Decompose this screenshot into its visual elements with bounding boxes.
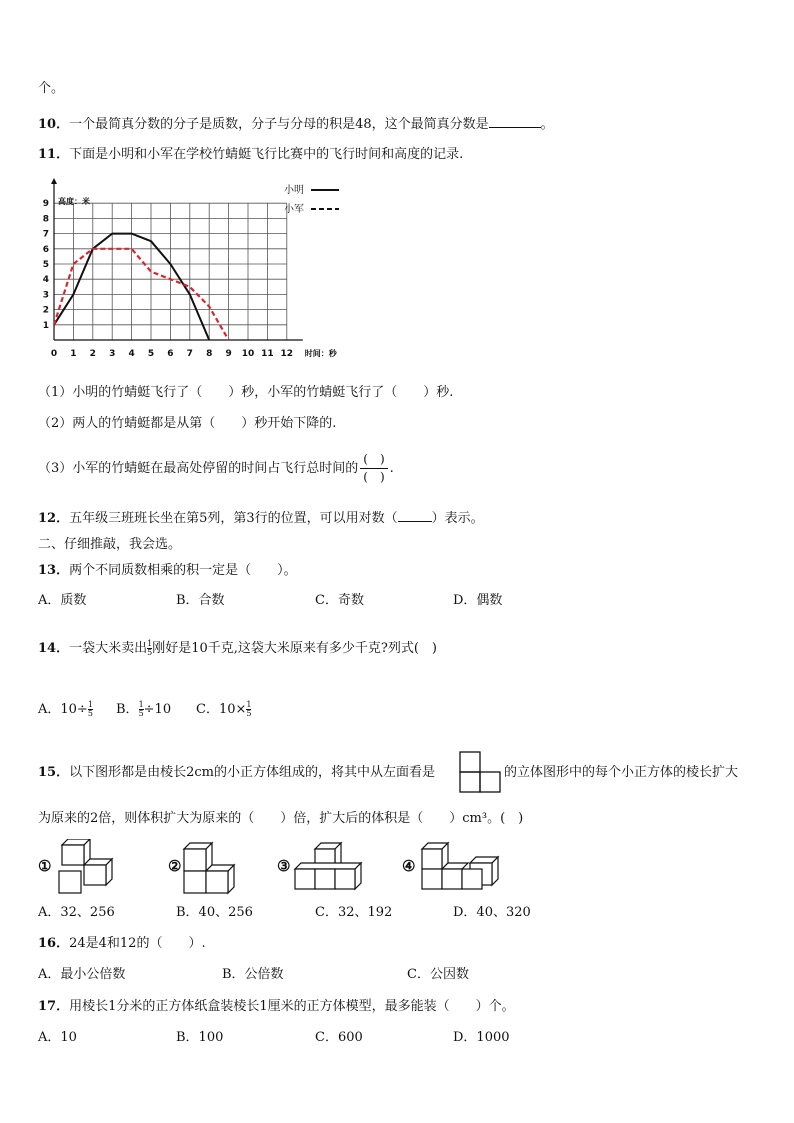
x-tick-label: 5 xyxy=(147,349,155,359)
y-axis-label: 高度：米 xyxy=(58,197,90,206)
figure-3-cubes[interactable] xyxy=(293,839,363,897)
option-a[interactable]: A．10 xyxy=(38,1030,77,1045)
question-number: 15． xyxy=(38,765,70,780)
question-text-end: 刚好是10千克,这袋大米原来有多少千克?列式( ) xyxy=(152,641,437,656)
question-16 xyxy=(38,935,206,953)
option-c[interactable]: C．600 xyxy=(315,1030,363,1045)
page-fragment-text: 个。 xyxy=(38,81,65,96)
x-tick-label: 11 xyxy=(261,349,274,359)
y-tick-label: 1 xyxy=(42,320,49,331)
option-b[interactable]: B． $\frac{1}{5}$ ÷10 xyxy=(116,700,172,718)
y-tick-label: 2 xyxy=(42,305,49,316)
x-tick-label: 8 xyxy=(206,349,213,359)
x-tick-label: 3 xyxy=(109,349,116,359)
option-a[interactable]: A．最小公倍数 xyxy=(38,967,126,982)
x-tick-label: 1 xyxy=(70,349,77,359)
question-text-end: 。 xyxy=(540,117,554,132)
left-view-figure xyxy=(459,751,503,793)
option-d[interactable]: D．偶数 xyxy=(453,593,503,608)
question-number: 16． xyxy=(38,936,70,951)
question-number: 13． xyxy=(38,563,70,578)
fraction-numerator[interactable]: ( ) xyxy=(360,451,387,469)
answer-blank[interactable] xyxy=(489,115,541,128)
flight-height-chart xyxy=(38,176,348,371)
x-tick-label: 9 xyxy=(225,349,232,359)
question-text: 五年级三班班长坐在第5列，第3行的位置，可以用对数（ xyxy=(69,511,398,526)
y-tick-label: 9 xyxy=(42,199,49,210)
question-number: 17． xyxy=(38,999,70,1014)
option-c[interactable]: C．奇数 xyxy=(315,593,364,608)
figure-label-4: ④ xyxy=(402,857,416,875)
question-11 xyxy=(38,146,463,164)
fraction-answer[interactable] xyxy=(360,451,387,486)
y-axis-arrow xyxy=(51,178,57,184)
figure-label-2: ② xyxy=(168,857,182,875)
option-c[interactable]: C．32、192 xyxy=(315,905,393,920)
option-b[interactable]: B．100 xyxy=(176,1030,224,1045)
y-tick-label: 5 xyxy=(42,260,49,270)
option-c[interactable]: C．公因数 xyxy=(407,967,469,982)
x-tick-label: 4 xyxy=(128,349,135,359)
figure-1-cubes[interactable] xyxy=(56,839,116,897)
question-text: （3）小军的竹蜻蜓在最高处停留的时间占飞行总时间的 xyxy=(38,461,359,476)
figure-2-cubes[interactable] xyxy=(182,839,242,897)
question-text: 用棱长1分米的正方体纸盒装棱长1厘米的正方体模型，最多能装（ ）个。 xyxy=(69,999,515,1014)
question-11-sub1: （1）小明的竹蜻蜓飞行了（ ）秒，小军的竹蜻蜓飞行了（ ）秒. xyxy=(38,385,454,400)
question-text: 24是4和12的（ ）. xyxy=(69,936,206,951)
question-12 xyxy=(38,509,484,528)
question-text: 以下图形都是由棱长2cm的小正方体组成的，将其中从左面看是 xyxy=(69,765,435,780)
legend-label: 小明 xyxy=(284,185,304,196)
option-a[interactable]: A．质数 xyxy=(38,593,87,608)
x-tick-label: 2 xyxy=(89,349,96,359)
figure-label-1: ① xyxy=(38,857,52,875)
option-b[interactable]: B．公倍数 xyxy=(222,967,284,982)
fraction-one-fifth: $\frac{1}{5}$ xyxy=(87,700,93,718)
question-text: 下面是小明和小军在学校竹蜻蜓飞行比赛中的飞行时间和高度的记录. xyxy=(69,147,464,162)
question-14 xyxy=(38,638,437,660)
question-text: 一袋大米卖出 xyxy=(69,641,148,656)
x-tick-label: 7 xyxy=(186,349,193,359)
question-text: 两个不同质数相乘的积一定是（ ）。 xyxy=(69,563,297,578)
answer-blank[interactable] xyxy=(398,509,432,522)
y-tick-label: 6 xyxy=(42,244,49,255)
figure-4-cubes[interactable] xyxy=(418,839,502,897)
question-number: 10． xyxy=(38,117,70,132)
option-b[interactable]: B．合数 xyxy=(176,593,225,608)
question-number: 14． xyxy=(38,641,70,656)
question-15-text-b: 的立体图形中的每个小正方体的棱长扩大 xyxy=(504,765,739,780)
x-tick-label: 6 xyxy=(167,349,174,359)
question-11-sub3 xyxy=(38,450,394,488)
x-axis-label: 时间：秒 xyxy=(304,349,337,358)
y-tick-label: 3 xyxy=(42,290,49,301)
option-b[interactable]: B．40、256 xyxy=(176,905,253,920)
fraction-one-fifth: $\frac{1}{5}$ xyxy=(246,700,252,718)
fraction-denominator[interactable]: ( ) xyxy=(363,470,385,484)
y-tick-label: 4 xyxy=(42,275,49,286)
x-tick-label: 0 xyxy=(50,349,58,359)
question-text-end: ）表示。 xyxy=(431,511,484,526)
y-tick-label: 7 xyxy=(42,229,49,240)
figure-label-3: ③ xyxy=(277,857,291,875)
question-number: 12． xyxy=(38,511,70,526)
question-13 xyxy=(38,562,297,580)
question-text-end: . xyxy=(389,461,394,476)
fraction-one-fifth: $\frac{1}{5}$ xyxy=(138,700,144,718)
section-heading: 二、仔细推敲，我会选。 xyxy=(38,537,182,552)
option-d[interactable]: D．40、320 xyxy=(453,905,531,920)
legend-label: 小军 xyxy=(284,204,304,215)
question-10 xyxy=(38,115,554,134)
x-tick-label: 10 xyxy=(241,349,255,359)
question-number: 11． xyxy=(38,147,70,162)
option-a[interactable]: A．10÷ $\frac{1}{5}$ xyxy=(38,700,93,718)
question-15-line2: 为原来的2倍，则体积扩大为原来的（ ）倍，扩大后的体积是（ ）cm³。( ) xyxy=(38,811,524,826)
question-17 xyxy=(38,998,515,1016)
x-tick-label: 12 xyxy=(280,349,294,359)
question-15 xyxy=(38,764,435,782)
option-d[interactable]: D．1000 xyxy=(453,1030,510,1045)
question-text: 一个最简真分数的分子是质数，分子与分母的积是48，这个最简真分数是 xyxy=(69,117,489,132)
y-tick-label: 8 xyxy=(42,214,49,225)
option-c[interactable]: C．10× $\frac{1}{5}$ xyxy=(196,700,252,718)
question-11-sub2: （2）两人的竹蜻蜓都是从第（ ）秒开始下降的. xyxy=(38,416,337,431)
option-a[interactable]: A．32、256 xyxy=(38,905,115,920)
fraction-one-fifth: $\frac{1}{5}$ xyxy=(147,639,153,657)
